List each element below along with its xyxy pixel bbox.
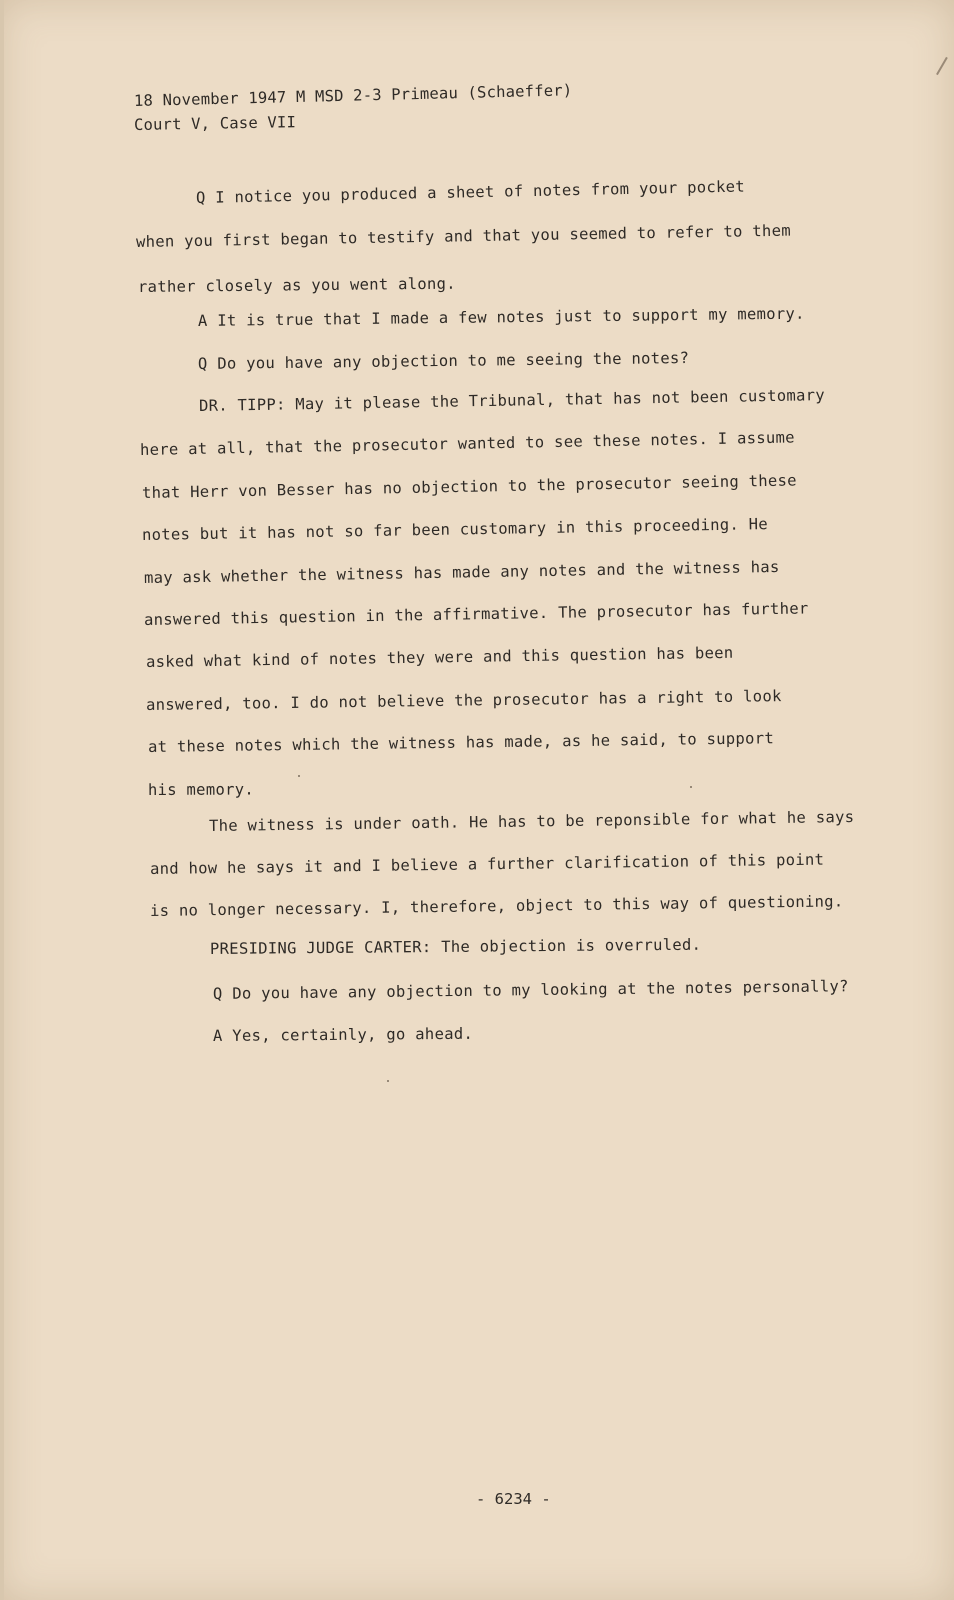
header-court-line: Court V, Case VII [133,113,297,134]
transcript-line: when you first began to testify and that you seemed to refer to them [135,221,792,251]
transcript-line: that Herr von Besser has no objection to the prosecutor seeing these [141,471,798,502]
transcript-line: notes but it has not so far been customary in this proceeding. He [141,515,769,544]
transcript-line: at these notes which the witness has made, as he said, to support [147,729,775,756]
page-number: - 6234 - [476,1490,551,1508]
transcript-line: DR. TIPP: May it please the Tribunal, that has not been customary [198,386,826,415]
paper-speck [387,1080,389,1082]
transcript-line: Q Do you have any objection to me seeing the notes? [197,348,690,373]
transcript-line: here at all, that the prosecutor wanted to see these notes. I assume [139,428,796,459]
transcript-line: may ask whether the witness has made any notes and the witness has [143,557,780,587]
header-date-line: 18 November 1947 M MSD 2-3 Primeau (Schaeffer) [133,81,573,110]
transcript-line: PRESIDING JUDGE CARTER: The objection is overruled. [209,935,702,958]
paper-speck [298,775,300,777]
transcript-line: A Yes, certainly, go ahead. [212,1024,474,1045]
transcript-line: answered this question in the affirmative. The prosecutor has further [143,599,809,629]
transcript-line: answered, too. I do not believe the prosecutor has a right to look [145,687,782,714]
transcript-line: and how he says it and I believe a further clarification of this point [149,850,825,878]
transcript-line: is no longer necessary. I, therefore, object to this way of questioning. [149,892,844,920]
transcript-line: Q Do you have any objection to my looking at the notes personally? [212,977,849,1003]
transcript-line: The witness is under oath. He has to be reponsible for what he says [208,807,855,835]
transcript-line: Q I notice you produced a sheet of notes from your pocket [195,177,746,207]
paper-speck [690,786,692,788]
transcript-line: asked what kind of notes they were and this question has been [145,643,734,671]
transcript-line: his memory. [147,780,254,799]
transcript-line: A It is true that I made a few notes just to support my memory. [197,304,805,330]
transcript-line: rather closely as you went along. [137,274,456,296]
corner-mark [922,49,948,75]
